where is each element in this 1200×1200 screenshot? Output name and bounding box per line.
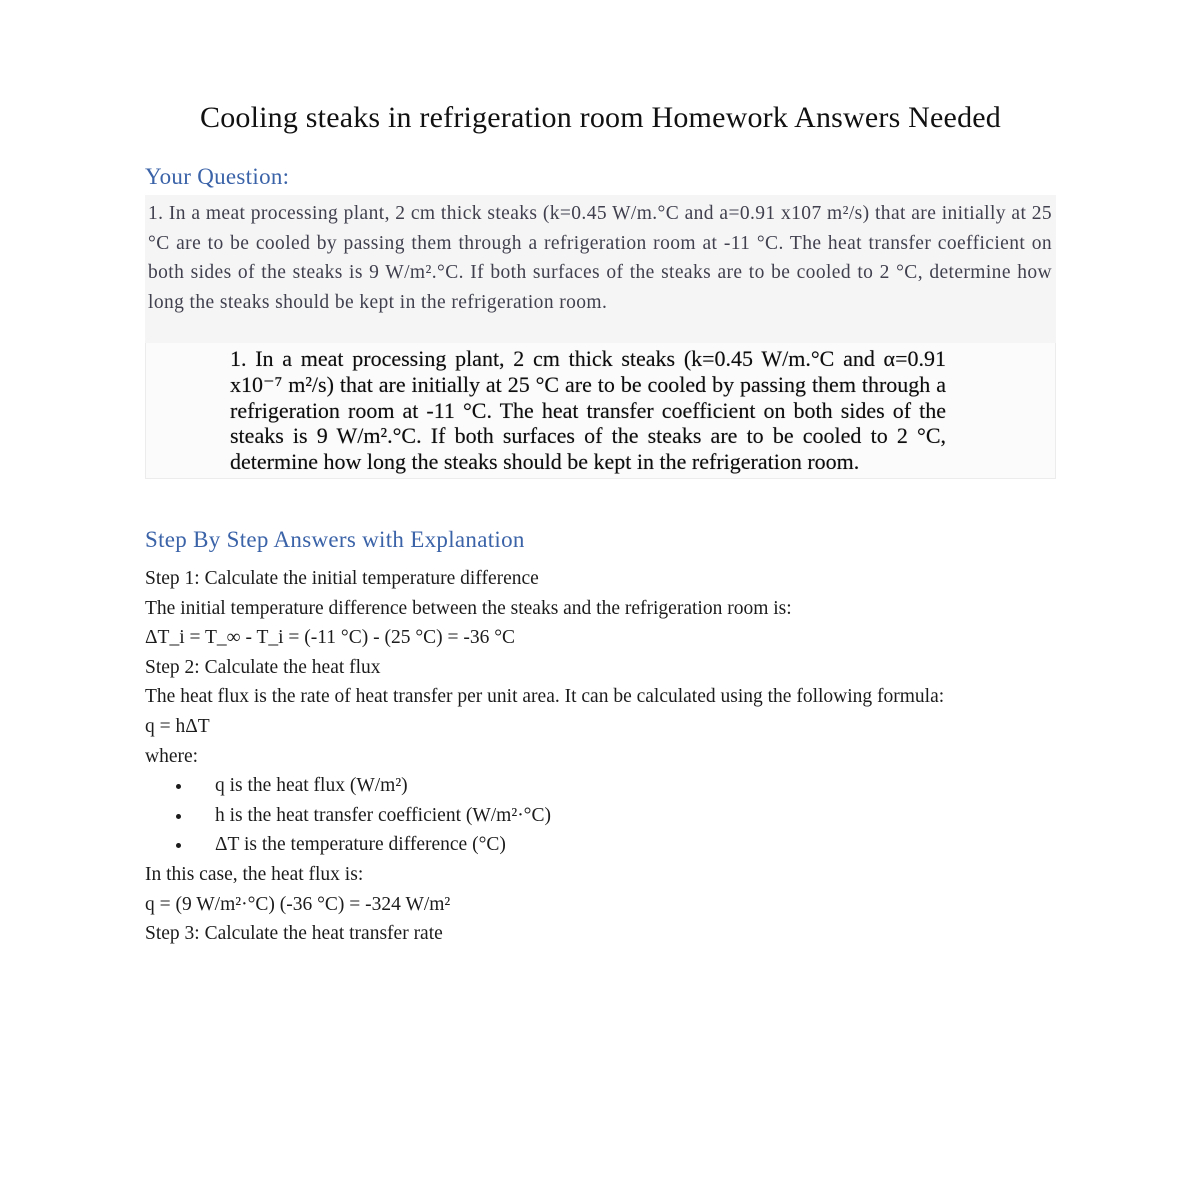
question-scan-text: 1. In a meat processing plant, 2 cm thick steaks (k=0.45 W/m.°C and α=0.91 x10⁻⁷ m²/s) that are initially at 25 °C are to be cooled by passing them through a refrigeration room at -11 °C. The heat transfer coefficient on both sides of the steaks is 9 W/m².°C. If both surfaces of the steaks are to be cooled to 2 °C, determine how long the steaks should be kept in the refrigeration room. [230, 346, 946, 475]
step1-intro: The initial temperature difference between the steaks and the refrigeration room is: [145, 597, 792, 619]
step2-intro: The heat flux is the rate of heat transfer per unit area. It can be calculated using the following formula: [145, 686, 945, 708]
bullet-list [145, 771, 1056, 860]
step3-title: Step 3: Calculate the heat transfer rate [145, 923, 443, 945]
where-label: where: [145, 745, 199, 767]
page-title: Cooling steaks in refrigeration room Homework Answers Needed [200, 101, 1001, 134]
answers-body [145, 564, 1056, 949]
bullet-item: • ΔT is the temperature difference (°C) [193, 830, 1056, 860]
question-scan-image [145, 343, 1056, 479]
step1-formula: ΔT_i = T_∞ - T_i = (-11 °C) - (25 °C) = -36 °C [145, 627, 516, 649]
question-block [145, 195, 1056, 343]
bullet-item: • q is the heat flux (W/m²) [193, 771, 1056, 801]
step2-result: q = (9 W/m²·°C) (-36 °C) = -324 W/m² [145, 893, 451, 915]
section-heading-your-question: Your Question: [145, 164, 290, 189]
step2-case-intro: In this case, the heat flux is: [145, 863, 364, 885]
step1-title: Step 1: Calculate the initial temperature difference [145, 567, 539, 589]
question-text: 1. In a meat processing plant, 2 cm thick steaks (k=0.45 W/m.°C and a=0.91 x107 m²/s) that are initially at 25 °C are to be cooled by passing them through a refrigeration room at -11 °C. The heat transfer coefficient on both sides of the steaks is 9 W/m².°C. If both surfaces of the steaks are to be cooled to 2 °C, determine how long the steaks should be kept in the refrigeration room. [148, 203, 1052, 313]
step2-formula: q = hΔT [145, 715, 210, 737]
bullet-item: • h is the heat transfer coefficient (W/m²·°C) [193, 801, 1056, 831]
document-content [145, 0, 1056, 949]
section-heading-answers: Step By Step Answers with Explanation [145, 526, 525, 552]
step2-title: Step 2: Calculate the heat flux [145, 656, 381, 678]
